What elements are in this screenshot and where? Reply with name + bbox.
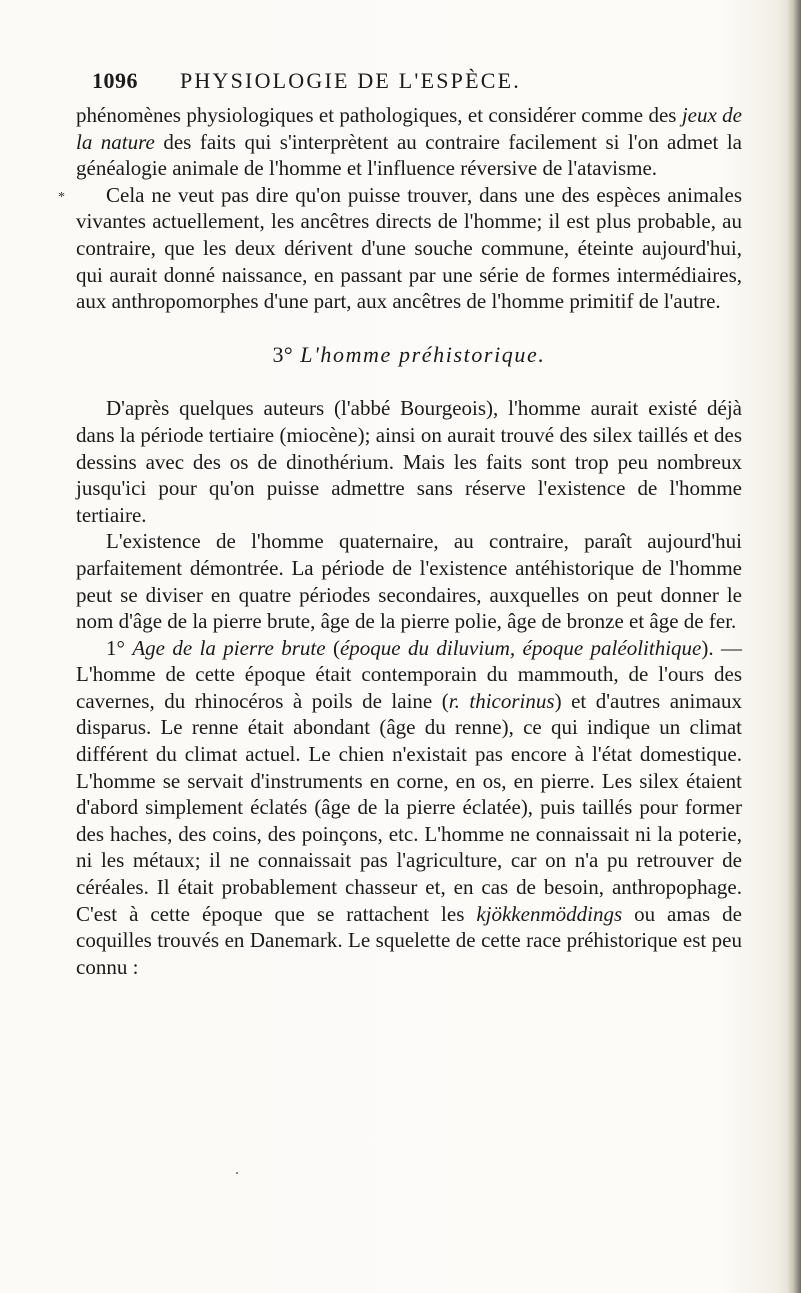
paragraph-4: L'existence de l'homme quaternaire, au contraire, paraît aujourd'hui parfaitement démontrée. La période de l'existence antéhistorique de l'homme peut se diviser en quatre périodes secondaires, auxquelles on peut donner le nom d'âge de la pierre brute, âge de la pierre polie, âge de bronze et âge de fer. — [76, 529, 742, 634]
section-heading — [76, 315, 742, 396]
running-title: PHYSIOLOGIE DE L'ESPÈCE. — [180, 68, 521, 93]
section-title: L'homme préhistorique. — [300, 341, 546, 367]
italic-phrase: jeux de la nature — [76, 103, 743, 154]
page-number: 1096 — [92, 68, 138, 93]
margin-mark: * — [58, 190, 65, 205]
page-header — [92, 68, 742, 98]
paragraph-1: phénomènes physiologiques et pathologiques, et considérer comme des jeux de la nature des faits qui s'interprètent au contraire facilement si l'on admet la généalogie animale de l'homme et l'influence réversive de l'atavisme. — [76, 103, 743, 181]
body-text — [76, 102, 742, 980]
paragraph-5: 1° Age de la pierre brute (époque du diluvium, époque paléolithique). — L'homme de cette époque était contemporain du mammouth, de l'ours des cavernes, du rhinocéros à poils de laine (r. thicorinus) et d'autres animaux disparus. Le renne était abondant (âge du renne), ce qui indique un climat différent du climat actuel. Le chien n'existait pas encore à l'état domestique. L'homme se servait d'instruments en corne, en os, en pierre. Les silex étaient d'abord simplement éclatés (âge de la pierre éclatée), puis taillés pour former des haches, des coins, des poinçons, etc. L'homme ne connaissait ni la poterie, ni les métaux; il ne connaissait pas l'agriculture, car on n'a pu retrouver de céréales. Il était probablement chasseur et, en cas de besoin, anthropophage. C'est à cette époque que se rattachent les kjökkenmöddings ou amas de coquilles trouvés en Danemark. Le squelette de cette race préhistorique est peu connu : — [76, 635, 743, 979]
paragraph-2: Cela ne veut pas dire qu'on puisse trouver, dans une des espèces animales vivantes actuellement, les ancêtres directs de l'homme; il est plus probable, au contraire, que les deux dérivent d'une souche commune, éteinte aujourd'hui, qui aurait donné naissance, en passant par une série de formes intermédiaires, aux anthropomorphes d'une part, aux ancêtres de l'homme primitif de l'autre. — [76, 182, 742, 314]
paragraph-3: D'après quelques auteurs (l'abbé Bourgeois), l'homme aurait existé déjà dans la période tertiaire (miocène); ainsi on aurait trouvé des silex taillés et des dessins avec des os de dinothérium. Mais les faits sont trop peu nombreux jusqu'ici pour qu'on puisse admettre sans réserve l'existence de l'homme tertiaire. — [76, 396, 742, 527]
section-number: 3° — [272, 341, 294, 367]
print-speck — [236, 1172, 238, 1174]
page-edge-shadow — [787, 0, 801, 1293]
